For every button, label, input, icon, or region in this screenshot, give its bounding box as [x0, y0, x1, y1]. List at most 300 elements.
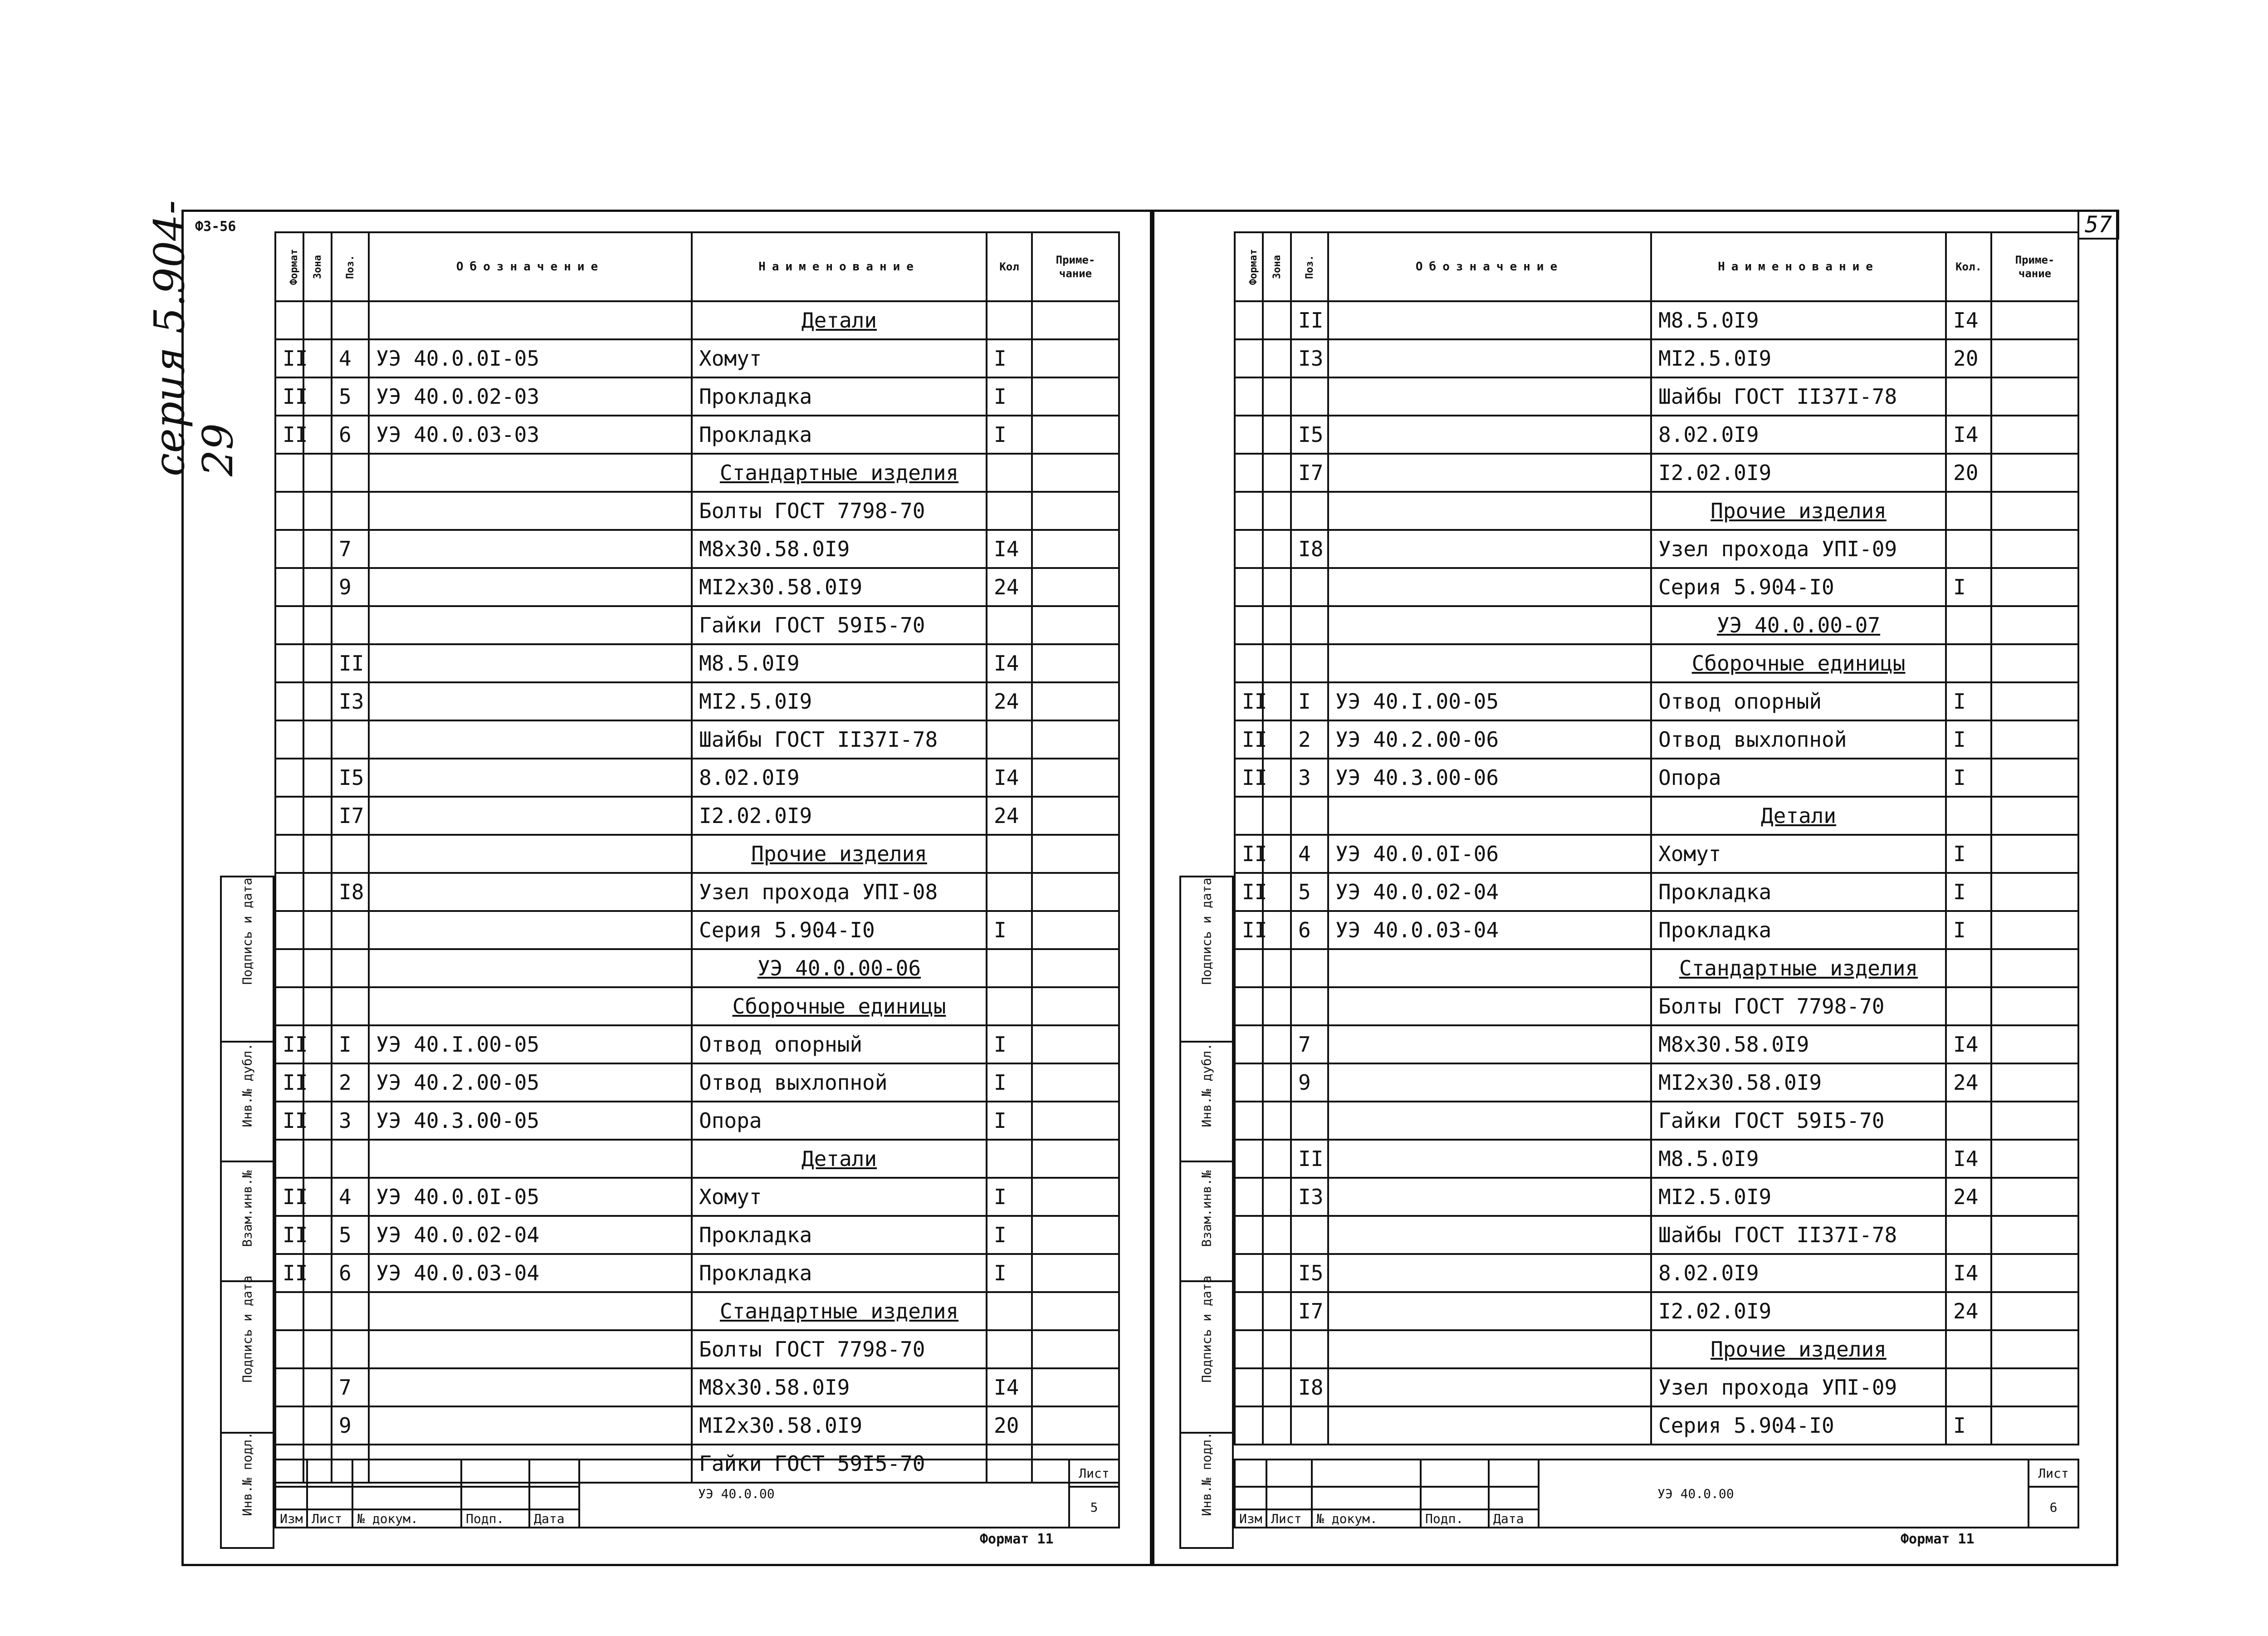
spec-cell-k	[1946, 492, 1991, 530]
spec-cell-note	[1032, 759, 1119, 797]
spec-cell-n: Отвод выхлопной	[692, 1063, 987, 1102]
spec-cell-d	[369, 911, 692, 949]
spec-cell-n: Хомут	[692, 339, 987, 377]
spec-cell-d: УЭ 40.0.03-03	[369, 416, 692, 454]
spec-cell-p: 7	[332, 1368, 369, 1406]
spec-cell-n: М8х30.58.0I9	[1651, 1025, 1946, 1063]
spec-cell-k: 20	[1946, 454, 1991, 492]
spec-cell-n: М8.5.0I9	[1651, 1140, 1946, 1178]
spec-row	[275, 1254, 1119, 1292]
spec-cell-p	[1291, 987, 1328, 1025]
spec-cell-z	[303, 1368, 332, 1406]
spec-cell-p: I8	[1291, 530, 1328, 568]
col-name: Наименование	[1651, 232, 1946, 301]
spec-cell-n: Шайбы ГОСТ II37I-78	[692, 720, 987, 759]
spec-cell-n: МI2х30.58.0I9	[692, 1406, 987, 1445]
spec-cell-f	[275, 682, 303, 720]
spec-cell-k: I4	[1946, 301, 1991, 339]
spec-cell-f: II	[1235, 682, 1263, 720]
spec-cell-z	[303, 949, 332, 987]
right-doc-code: УЭ 40.0.00	[1539, 1460, 2028, 1528]
spec-row	[1235, 1063, 2078, 1102]
side-label: Взам.инв.№	[1199, 1170, 1214, 1247]
spec-row	[275, 301, 1119, 339]
right-spec-table	[1234, 231, 2079, 1445]
left-title-block	[274, 1459, 1120, 1528]
spec-cell-n: Прочие изделия	[1651, 1330, 1946, 1368]
spec-cell-p	[332, 301, 369, 339]
spec-cell-k: I	[987, 1063, 1032, 1102]
spec-cell-z	[303, 873, 332, 911]
spec-cell-d	[1328, 568, 1651, 606]
spec-cell-n: М8х30.58.0I9	[692, 1368, 987, 1406]
spec-cell-z	[303, 987, 332, 1025]
spec-cell-d	[369, 644, 692, 682]
spec-cell-p: I3	[1291, 339, 1328, 377]
spec-cell-f: II	[275, 1216, 303, 1254]
spec-cell-n: Шайбы ГОСТ II37I-78	[1651, 1216, 1946, 1254]
spec-cell-f	[1235, 568, 1263, 606]
spec-cell-p: I8	[1291, 1368, 1328, 1406]
spec-cell-k: I	[987, 377, 1032, 416]
col-qty: Кол.	[1946, 232, 1991, 301]
spec-cell-d	[1328, 644, 1651, 682]
spec-cell-note	[1032, 1178, 1119, 1216]
spec-cell-d	[1328, 377, 1651, 416]
spec-cell-p	[1291, 568, 1328, 606]
spec-cell-p	[1291, 1330, 1328, 1368]
spec-row	[275, 1406, 1119, 1445]
spec-cell-k	[1946, 530, 1991, 568]
spec-cell-k	[1946, 797, 1991, 835]
spec-cell-k: I	[987, 1216, 1032, 1254]
spec-cell-k: 24	[1946, 1292, 1991, 1330]
col-pos: Поз.	[1291, 232, 1328, 301]
col-name: Наименование	[692, 232, 987, 301]
spec-cell-k: 24	[987, 568, 1032, 606]
spec-cell-note	[1991, 1254, 2078, 1292]
spec-cell-d: УЭ 40.0.0I-05	[369, 1178, 692, 1216]
spec-cell-f	[1235, 987, 1263, 1025]
spec-row	[1235, 1330, 2078, 1368]
spec-cell-k	[987, 454, 1032, 492]
spec-cell-p: I5	[1291, 1254, 1328, 1292]
spec-cell-note	[1032, 1102, 1119, 1140]
side-label: Инв.№ дубл.	[1199, 1043, 1214, 1127]
spec-cell-k: I	[1946, 873, 1991, 911]
spec-cell-p: II	[332, 644, 369, 682]
spec-cell-note	[1032, 301, 1119, 339]
spec-cell-note	[1032, 835, 1119, 873]
col-format: Формат	[275, 232, 303, 301]
spec-cell-k	[987, 720, 1032, 759]
spec-row	[275, 759, 1119, 797]
left-format-label: Формат 11	[980, 1531, 1054, 1547]
spec-cell-p	[1291, 1216, 1328, 1254]
spec-cell-note	[1032, 949, 1119, 987]
spec-cell-d	[369, 606, 692, 644]
spec-row	[275, 339, 1119, 377]
spec-cell-f	[275, 873, 303, 911]
stamp-izm: Изм	[1235, 1509, 1266, 1528]
spec-cell-p	[332, 987, 369, 1025]
spec-cell-note	[1991, 759, 2078, 797]
spec-cell-z	[303, 606, 332, 644]
spec-cell-n: М8.5.0I9	[1651, 301, 1946, 339]
spec-cell-z	[1263, 492, 1291, 530]
spec-cell-p	[332, 911, 369, 949]
spec-cell-note	[1991, 1406, 2078, 1445]
spec-cell-n: Опора	[692, 1102, 987, 1140]
spec-cell-f: II	[275, 1254, 303, 1292]
spec-cell-k: 24	[987, 797, 1032, 835]
spec-cell-n: Гайки ГОСТ 59I5-70	[692, 1445, 987, 1483]
spec-row	[275, 987, 1119, 1025]
spec-cell-p: 6	[1291, 911, 1328, 949]
spec-cell-note	[1032, 339, 1119, 377]
spec-cell-d: УЭ 40.0.0I-06	[1328, 835, 1651, 873]
spec-cell-p: I	[332, 1025, 369, 1063]
spec-row	[275, 1063, 1119, 1102]
spec-cell-k	[1946, 987, 1991, 1025]
spec-cell-n: I2.02.0I9	[692, 797, 987, 835]
spec-cell-d	[369, 1406, 692, 1445]
spec-cell-note	[1032, 1254, 1119, 1292]
spec-cell-d: УЭ 40.0.02-03	[369, 377, 692, 416]
col-note: Приме- чание	[1032, 232, 1119, 301]
spec-row	[1235, 873, 2078, 911]
spec-cell-f	[1235, 644, 1263, 682]
spec-cell-k	[1946, 1102, 1991, 1140]
spec-cell-note	[1991, 606, 2078, 644]
spec-cell-f	[275, 606, 303, 644]
spec-cell-f	[1235, 1140, 1263, 1178]
spec-cell-z	[1263, 1292, 1291, 1330]
spec-cell-d	[1328, 1140, 1651, 1178]
spec-cell-n: Сборочные единицы	[692, 987, 987, 1025]
spec-cell-note	[1991, 1178, 2078, 1216]
spec-row	[275, 1178, 1119, 1216]
spec-row	[1235, 1178, 2078, 1216]
spec-cell-n: Узел прохода УПI-09	[1651, 530, 1946, 568]
spec-cell-k	[987, 835, 1032, 873]
spec-cell-d	[1328, 416, 1651, 454]
spec-cell-d: УЭ 40.3.00-06	[1328, 759, 1651, 797]
spec-cell-z	[303, 1140, 332, 1178]
spec-row	[1235, 759, 2078, 797]
spec-row	[1235, 530, 2078, 568]
spec-cell-d	[1328, 1178, 1651, 1216]
spec-cell-k	[1946, 1216, 1991, 1254]
spec-cell-f	[275, 301, 303, 339]
spec-cell-d	[369, 682, 692, 720]
spec-cell-note	[1991, 1216, 2078, 1254]
spec-cell-z	[303, 682, 332, 720]
spec-cell-p	[1291, 949, 1328, 987]
spec-cell-z	[303, 1292, 332, 1330]
spec-cell-p: I3	[332, 682, 369, 720]
spec-cell-n: Прокладка	[692, 1216, 987, 1254]
stamp-date: Дата	[529, 1509, 579, 1528]
spec-cell-f	[1235, 530, 1263, 568]
spec-cell-n: Прокладка	[692, 377, 987, 416]
spec-row	[275, 454, 1119, 492]
right-sheet-no: 6	[2028, 1487, 2078, 1528]
spec-row	[275, 720, 1119, 759]
spec-cell-k: I4	[987, 530, 1032, 568]
right-side-strip	[1179, 876, 1234, 1549]
spec-cell-n: I2.02.0I9	[1651, 1292, 1946, 1330]
spec-cell-k	[1946, 1368, 1991, 1406]
spec-cell-z	[1263, 1140, 1291, 1178]
spec-cell-p: 2	[1291, 720, 1328, 759]
spec-cell-k	[987, 949, 1032, 987]
spec-row	[275, 606, 1119, 644]
spec-cell-f	[1235, 1368, 1263, 1406]
side-label: Инв.№ подл.	[1199, 1431, 1214, 1516]
spec-cell-n: Сборочные единицы	[1651, 644, 1946, 682]
spec-cell-d	[1328, 1102, 1651, 1140]
spec-row	[275, 568, 1119, 606]
spec-cell-note	[1991, 454, 2078, 492]
spec-cell-k: I	[1946, 682, 1991, 720]
spec-cell-z	[1263, 644, 1291, 682]
spec-cell-k: I	[987, 416, 1032, 454]
spec-cell-n: Стандартные изделия	[692, 454, 987, 492]
spec-cell-n: УЭ 40.0.00-06	[692, 949, 987, 987]
spec-cell-p: 9	[332, 1406, 369, 1445]
spec-cell-n: Прокладка	[1651, 911, 1946, 949]
spec-cell-n: МI2.5.0I9	[692, 682, 987, 720]
spec-cell-p	[332, 454, 369, 492]
left-spec-table	[274, 231, 1120, 1484]
spec-cell-note	[1991, 949, 2078, 987]
spec-cell-p: 6	[332, 1254, 369, 1292]
spec-cell-note	[1991, 530, 2078, 568]
spec-cell-k: I4	[987, 644, 1032, 682]
spec-cell-n: Детали	[692, 1140, 987, 1178]
left-sheet-label: Лист	[1069, 1460, 1119, 1487]
spec-cell-note	[1991, 720, 2078, 759]
spec-cell-note	[1991, 682, 2078, 720]
spec-cell-d	[369, 568, 692, 606]
spec-cell-f	[275, 568, 303, 606]
spec-cell-n: МI2.5.0I9	[1651, 1178, 1946, 1216]
spec-cell-n: МI2.5.0I9	[1651, 339, 1946, 377]
spec-cell-p: 5	[332, 1216, 369, 1254]
spec-cell-n: Отвод опорный	[692, 1025, 987, 1063]
spec-row	[1235, 1140, 2078, 1178]
spec-row	[275, 1140, 1119, 1178]
spec-cell-p: 6	[332, 416, 369, 454]
spec-cell-note	[1991, 492, 2078, 530]
spec-cell-k	[1946, 1330, 1991, 1368]
stamp-list: Лист	[307, 1509, 352, 1528]
spec-cell-note	[1032, 720, 1119, 759]
spec-cell-n: Хомут	[1651, 835, 1946, 873]
spec-cell-note	[1032, 682, 1119, 720]
spec-cell-k: I4	[1946, 1140, 1991, 1178]
spec-cell-k: I	[987, 1178, 1032, 1216]
spec-cell-note	[1991, 911, 2078, 949]
spec-cell-d: УЭ 40.0.03-04	[1328, 911, 1651, 949]
spec-cell-f	[275, 911, 303, 949]
spec-cell-d	[1328, 1330, 1651, 1368]
spec-cell-z	[1263, 1063, 1291, 1102]
spec-cell-d	[1328, 454, 1651, 492]
spec-cell-d: УЭ 40.0.03-04	[369, 1254, 692, 1292]
spec-cell-k: I	[1946, 911, 1991, 949]
spec-cell-f	[1235, 1025, 1263, 1063]
spec-cell-f	[275, 720, 303, 759]
spec-cell-d: УЭ 40.0.0I-05	[369, 339, 692, 377]
spec-cell-note	[1991, 568, 2078, 606]
spec-row	[1235, 911, 2078, 949]
spec-cell-p	[332, 835, 369, 873]
spec-cell-n: Шайбы ГОСТ II37I-78	[1651, 377, 1946, 416]
spec-row	[275, 1102, 1119, 1140]
col-qty: Кол	[987, 232, 1032, 301]
spec-cell-p	[1291, 1102, 1328, 1140]
series-handwritten: серия 5.904-29	[145, 200, 242, 476]
spec-cell-f	[1235, 949, 1263, 987]
spec-cell-d	[369, 454, 692, 492]
spec-cell-z	[1263, 1216, 1291, 1254]
spec-cell-note	[1032, 377, 1119, 416]
spec-cell-n: Гайки ГОСТ 59I5-70	[692, 606, 987, 644]
side-label: Инв.№ дубл.	[240, 1043, 255, 1127]
stamp-list: Лист	[1266, 1509, 1312, 1528]
spec-row	[1235, 606, 2078, 644]
spec-cell-n: Стандартные изделия	[692, 1292, 987, 1330]
spec-cell-k: 20	[987, 1406, 1032, 1445]
spec-cell-note	[1032, 1063, 1119, 1102]
spec-cell-z	[303, 759, 332, 797]
spec-row	[275, 797, 1119, 835]
spec-cell-z	[303, 301, 332, 339]
spec-row	[1235, 377, 2078, 416]
spec-cell-p: II	[1291, 1140, 1328, 1178]
spec-cell-d: УЭ 40.0.02-04	[1328, 873, 1651, 911]
spec-cell-d	[369, 1140, 692, 1178]
spec-row	[1235, 1216, 2078, 1254]
spec-cell-note	[1032, 530, 1119, 568]
spec-cell-z	[1263, 416, 1291, 454]
spec-cell-p: 5	[332, 377, 369, 416]
spec-cell-note	[1032, 454, 1119, 492]
spec-row	[275, 377, 1119, 416]
spec-cell-z	[1263, 987, 1291, 1025]
spec-row	[1235, 301, 2078, 339]
spec-cell-d	[1328, 339, 1651, 377]
spec-cell-f	[275, 492, 303, 530]
spec-cell-p	[1291, 797, 1328, 835]
spec-cell-p	[1291, 492, 1328, 530]
spec-row	[275, 1368, 1119, 1406]
spec-cell-d	[1328, 606, 1651, 644]
spec-row	[275, 1292, 1119, 1330]
spec-cell-d	[369, 1330, 692, 1368]
spec-cell-z	[303, 797, 332, 835]
side-label: Инв.№ подл.	[240, 1431, 255, 1516]
spec-cell-d	[1328, 1406, 1651, 1445]
spec-cell-n: М8.5.0I9	[692, 644, 987, 682]
spec-row	[1235, 1102, 2078, 1140]
spec-cell-n: Болты ГОСТ 7798-70	[692, 492, 987, 530]
spec-cell-z	[303, 644, 332, 682]
spec-cell-d	[1328, 1254, 1651, 1292]
spec-row	[275, 682, 1119, 720]
spec-cell-d	[1328, 797, 1651, 835]
spec-row	[275, 873, 1119, 911]
spec-cell-d	[1328, 987, 1651, 1025]
spec-cell-n: М8х30.58.0I9	[692, 530, 987, 568]
spec-cell-f	[1235, 1102, 1263, 1140]
spec-row	[1235, 1406, 2078, 1445]
spec-row	[1235, 339, 2078, 377]
right-title-block	[1234, 1459, 2079, 1528]
spec-cell-n: Отвод выхлопной	[1651, 720, 1946, 759]
spec-cell-f	[275, 454, 303, 492]
spec-row	[1235, 987, 2078, 1025]
spec-cell-d	[369, 720, 692, 759]
spec-cell-note	[1991, 1368, 2078, 1406]
spec-cell-k: I	[987, 339, 1032, 377]
spec-cell-p: 7	[1291, 1025, 1328, 1063]
spec-cell-note	[1032, 492, 1119, 530]
spec-cell-n: Опора	[1651, 759, 1946, 797]
spec-cell-d	[369, 797, 692, 835]
spec-cell-f	[275, 1330, 303, 1368]
stamp-doc: № докум.	[1312, 1509, 1421, 1528]
spec-cell-f	[275, 1368, 303, 1406]
spec-cell-p: II	[1291, 301, 1328, 339]
spec-cell-k	[987, 1292, 1032, 1330]
right-rows	[1235, 301, 2078, 1445]
spec-cell-f	[1235, 492, 1263, 530]
spec-cell-z	[303, 1330, 332, 1368]
spec-row	[275, 644, 1119, 682]
col-zone: Зона	[1263, 232, 1291, 301]
spec-cell-k: I4	[987, 759, 1032, 797]
spec-cell-p: 4	[332, 339, 369, 377]
spec-row	[1235, 1254, 2078, 1292]
col-format: Формат	[1235, 232, 1263, 301]
spec-cell-f: II	[275, 416, 303, 454]
spec-cell-note	[1991, 301, 2078, 339]
spec-cell-note	[1991, 1063, 2078, 1102]
spec-row	[1235, 720, 2078, 759]
spec-cell-z	[1263, 1025, 1291, 1063]
page-number: 57	[2077, 210, 2119, 240]
spec-cell-f	[275, 1292, 303, 1330]
spec-cell-note	[1032, 1406, 1119, 1445]
spec-cell-k: I	[987, 1102, 1032, 1140]
spec-cell-f: II	[275, 1102, 303, 1140]
spec-cell-n: Прокладка	[692, 1254, 987, 1292]
spec-cell-n: УЭ 40.0.00-07	[1651, 606, 1946, 644]
spec-row	[275, 530, 1119, 568]
spec-cell-k: I	[1946, 759, 1991, 797]
spec-cell-f: II	[275, 339, 303, 377]
spec-cell-note	[1991, 1102, 2078, 1140]
spec-cell-n: Прокладка	[1651, 873, 1946, 911]
spec-cell-n: МI2х30.58.0I9	[1651, 1063, 1946, 1102]
spec-cell-d	[369, 530, 692, 568]
spec-cell-d	[1328, 1025, 1651, 1063]
spec-cell-d	[369, 301, 692, 339]
corner-code: ФЗ-56	[195, 219, 236, 235]
